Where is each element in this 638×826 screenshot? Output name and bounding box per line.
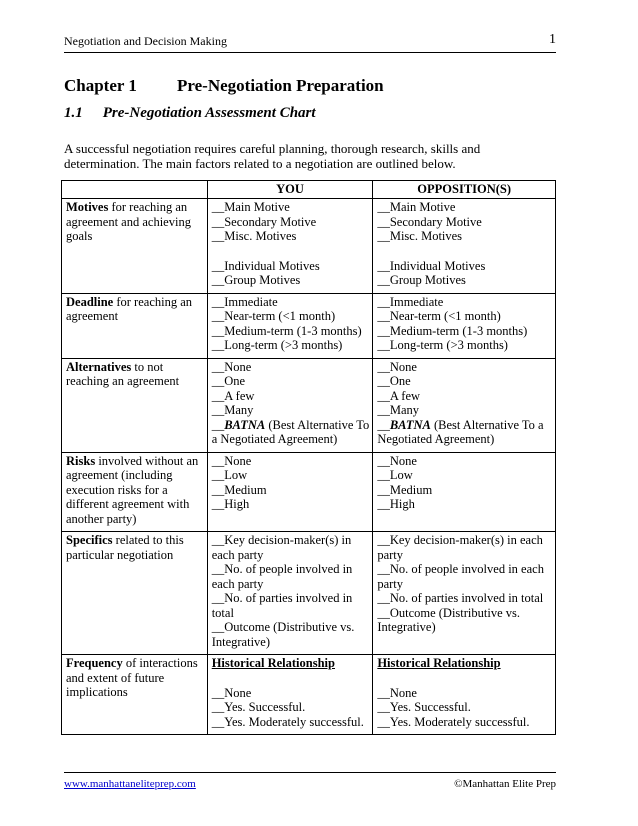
you-cell: __None __One __A few __Many __BATNA (Best Alternative To a Negotiated Agreement): [207, 358, 373, 452]
row-label: Alternatives to not reaching an agreement: [62, 358, 208, 452]
page-header: [64, 30, 556, 53]
opposition-cell: __Key decision-maker(s) in each party __No. of people involved in each party __No. of parties involved in total __Outcome (Distributive vs. Integrative): [373, 532, 556, 655]
copyright: ©Manhattan Elite Prep: [454, 778, 556, 790]
section-number: 1.1: [64, 105, 83, 121]
table-row-alternatives: [62, 358, 556, 452]
you-cell: __Key decision-maker(s) in each party __No. of people involved in each party __No. of parties involved in total __Outcome (Distributive vs. Integrative): [207, 532, 373, 655]
header-opposition: OPPOSITION(S): [373, 181, 556, 199]
page-number: 1: [549, 32, 556, 47]
opposition-cell: __Main Motive __Secondary Motive __Misc. Motives __Individual Motives __Group Motives: [373, 199, 556, 294]
table-row-frequency: [62, 655, 556, 735]
opposition-cell: __None __One __A few __Many __BATNA (Best Alternative To a Negotiated Agreement): [373, 358, 556, 452]
table-row-risks: [62, 452, 556, 532]
chapter-number: Chapter 1: [64, 76, 137, 95]
opposition-cell: __None __Low __Medium __High: [373, 452, 556, 532]
you-cell: __Immediate __Near-term (<1 month) __Medium-term (1-3 months) __Long-term (>3 months): [207, 293, 373, 358]
table-row-motives: [62, 199, 556, 294]
row-label: Specifics related to this particular negotiation: [62, 532, 208, 655]
section-title: Pre-Negotiation Assessment Chart: [102, 105, 316, 121]
intro-paragraph: A successful negotiation requires careful planning, thorough research, skills and determination. The main factors related to a negotiation are outlined below.: [64, 141, 481, 171]
row-label: Risks involved without an agreement (including execution risks for a different agreement with another party): [62, 452, 208, 532]
table-row-specifics: [62, 532, 556, 655]
table-header-row: [62, 181, 556, 199]
section-heading: [64, 105, 316, 122]
you-cell: __None __Low __Medium __High: [207, 452, 373, 532]
chapter-title: Pre-Negotiation Preparation: [177, 76, 384, 95]
chapter-heading: [64, 76, 384, 96]
row-label: Deadline for reaching an agreement: [62, 293, 208, 358]
opposition-cell: Historical Relationship __None __Yes. Successful. __Yes. Moderately successful.: [373, 655, 556, 735]
header-you: YOU: [207, 181, 373, 199]
header-title: Negotiation and Decision Making: [64, 34, 227, 48]
you-cell: __Main Motive __Secondary Motive __Misc. Motives __Individual Motives __Group Motives: [207, 199, 373, 294]
opposition-cell: __Immediate __Near-term (<1 month) __Medium-term (1-3 months) __Long-term (>3 months): [373, 293, 556, 358]
table-row-deadline: [62, 293, 556, 358]
header-empty-cell: [62, 181, 208, 199]
you-cell: Historical Relationship __None __Yes. Successful. __Yes. Moderately successful.: [207, 655, 373, 735]
row-label: Frequency of interactions and extent of future implications: [62, 655, 208, 735]
page-footer: [64, 772, 556, 790]
row-label: Motives for reaching an agreement and achieving goals: [62, 199, 208, 294]
website-link[interactable]: www.manhattaneliteprep.com: [64, 778, 196, 790]
assessment-chart: [61, 180, 556, 735]
